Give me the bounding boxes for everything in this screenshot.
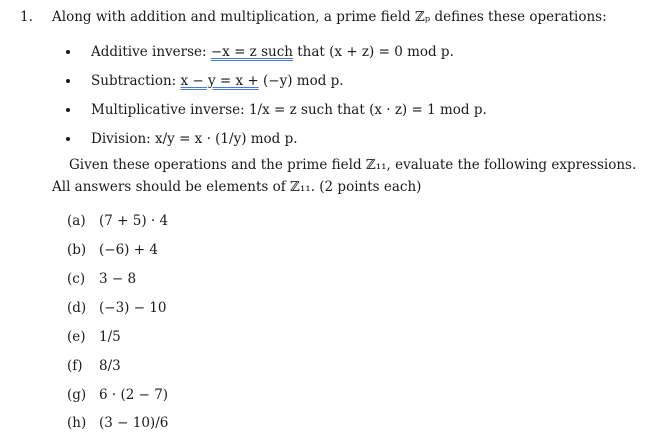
question-number: 1. <box>20 9 33 25</box>
part-d <box>67 298 167 318</box>
operation-name: Multiplicative inverse: <box>91 102 245 118</box>
operation-name: Additive inverse: <box>91 44 207 60</box>
operation-underlined-text: x − y = x + <box>180 73 259 89</box>
part-label: (e) <box>67 329 86 345</box>
question-intro: Along with addition and multiplication, a prime field ℤₚ defines these operations: <box>52 9 607 25</box>
part-label: (f) <box>67 358 83 374</box>
bullet-icon <box>66 50 70 54</box>
operation-underlined-text: −x = z such <box>210 44 293 60</box>
part-expression: (3 − 10)/6 <box>99 415 169 431</box>
part-f <box>67 356 121 376</box>
part-label: (b) <box>67 242 87 258</box>
part-c <box>67 269 136 289</box>
part-expression: 1/5 <box>99 329 121 345</box>
bullet-icon <box>66 79 70 83</box>
operation-definition: 1/x = z such that (x · z) = 1 mod p. <box>244 102 487 118</box>
part-expression: 3 − 8 <box>99 271 137 287</box>
operation-definition: (−y) mod p. <box>258 73 344 89</box>
part-expression: (−3) − 10 <box>99 300 167 316</box>
part-b <box>67 240 158 260</box>
operation-definition: x/y = x · (1/y) mod p. <box>150 131 298 147</box>
instructions-line-2: All answers should be elements of ℤ₁₁. (2 points each) <box>52 179 422 195</box>
instructions-line-1: Given these operations and the prime field ℤ₁₁, evaluate the following expressions. <box>69 157 637 173</box>
part-e <box>67 327 121 347</box>
operation-name: Subtraction: <box>91 73 177 89</box>
part-label: (a) <box>67 213 86 229</box>
operation-name: Division: <box>91 131 151 147</box>
part-expression: 6 · (2 − 7) <box>99 387 169 403</box>
bullet-icon <box>66 137 70 141</box>
part-label: (d) <box>67 300 87 316</box>
part-h <box>67 413 168 433</box>
part-g <box>67 385 168 405</box>
part-expression: (−6) + 4 <box>99 242 158 258</box>
part-a <box>67 211 168 231</box>
part-expression: 8/3 <box>99 358 121 374</box>
part-label: (g) <box>67 387 87 403</box>
operation-definition: that (x + z) = 0 mod p. <box>292 44 454 60</box>
bullet-icon <box>66 108 70 112</box>
part-label: (c) <box>67 271 86 287</box>
part-label: (h) <box>67 415 87 431</box>
part-expression: (7 + 5) · 4 <box>99 213 169 229</box>
